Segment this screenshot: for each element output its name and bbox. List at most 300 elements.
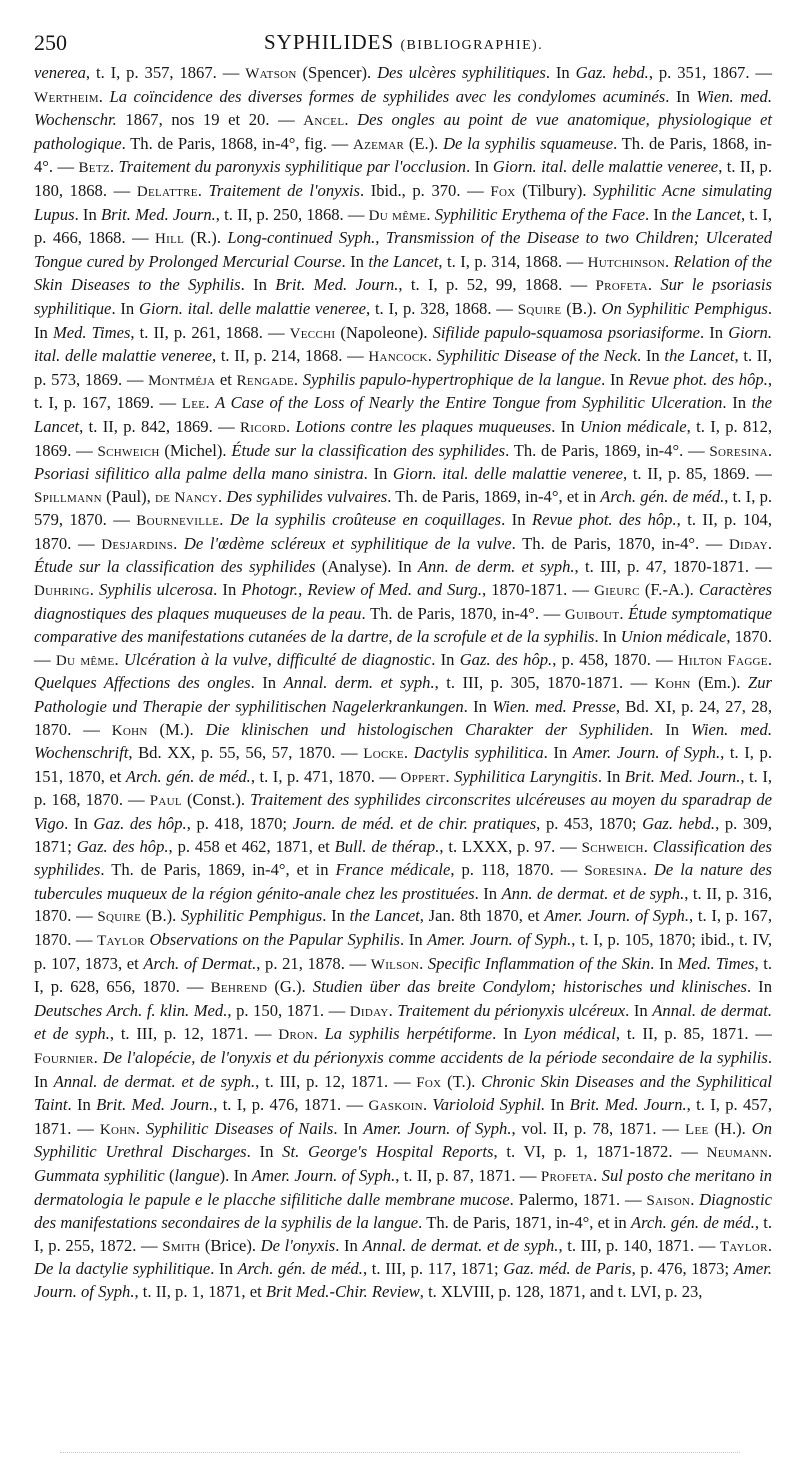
title-text: A Case of the Loss of Nearly the Entire Tongue from Syphilitic Ulceration [215, 393, 723, 413]
citation-text: , p. 150, 1871. — [227, 1000, 350, 1020]
running-title-main: SYPHILIDES [264, 30, 395, 54]
citation-text: et [215, 369, 237, 389]
title-text: Classification des syphilides [34, 836, 772, 880]
citation-text: , p. 351, 1867. — [648, 63, 772, 82]
citation-text: . In [492, 1024, 524, 1044]
citation-text: , Bd. XX, p. 55, 56, 57, 1870. — [128, 743, 364, 763]
citation-text: , 1870-1871. — [482, 580, 595, 600]
title-text: Giorn. ital. delle malattie veneree [492, 157, 719, 177]
citation-text: (Napoleone). [335, 322, 433, 342]
title-text: De la dactylie syphilitique [34, 1259, 211, 1279]
title-text: Union médicale [620, 627, 727, 647]
citation-text: , p. 458 et 462, 1871, et [168, 836, 335, 856]
title-text: De la syphilis squameuse [443, 133, 614, 153]
citation-text: . In [551, 416, 580, 436]
citation-text: . [197, 180, 209, 200]
citation-text: , t. II, p. 261, 1868. — [130, 322, 290, 342]
citation-text: , t. I, p. 167, 1869. — [34, 369, 772, 413]
title-text: langue [174, 1165, 220, 1185]
citation-text: , t. I, p. 476, 1871. — [213, 1095, 369, 1115]
title-text: Gaz. des hôp. [76, 836, 169, 856]
title-text: venerea [34, 63, 86, 82]
citation-text: . [403, 743, 414, 763]
citation-text: . [98, 86, 110, 106]
title-text: Die klinischen und histologischen Charakter der Syphiliden [205, 719, 650, 739]
citation-text: . In [649, 719, 691, 739]
author-name: Desjardins [101, 536, 174, 553]
title-text: the Lancet [664, 346, 735, 366]
citation-text: (Brice). [200, 1235, 261, 1255]
citation-text: . In [722, 393, 752, 413]
author-name: Taylor [719, 1238, 768, 1255]
citation-text: . Th. de Paris, 1869, in-4°, et in [387, 486, 601, 506]
citation-text: . In [333, 1118, 364, 1138]
author-name: Squire [97, 909, 142, 926]
citation-text: . Th. de Paris, 1870, in-4°. — [361, 603, 565, 623]
citation-text: . [114, 649, 124, 669]
title-text: Zur Pathologie und Therapie der syphilitischen Nagelerkrankungen [34, 673, 772, 717]
title-text: the Lancet [368, 251, 439, 271]
citation-text: . [109, 157, 119, 177]
citation-text: , t. II, p. 214, 1868. — [211, 346, 369, 366]
title-text: Étude sur la classification des syphilides [231, 440, 506, 460]
citation-text: . In [322, 906, 350, 926]
title-text: Sifilide papulo-squamosa psoriasiforme [432, 322, 701, 342]
author-name: Fournier [34, 1050, 94, 1067]
title-text: Ann. de derm. et syph. [417, 557, 575, 577]
citation-text: . Th. de Paris, 1868, in-4°, fig. — [121, 133, 353, 153]
citation-text: . [219, 510, 230, 530]
citation-text: . In [246, 1142, 283, 1162]
citation-text: . [767, 649, 772, 669]
author-name: Du même [368, 207, 427, 224]
author-name: Delattre [136, 183, 198, 200]
title-text: the Lancet [34, 393, 772, 436]
author-name: de Nancy [155, 489, 218, 506]
author-name: Kohn [99, 1121, 136, 1138]
citation-text: (M.). [147, 719, 206, 739]
citation-text: . Th. de Paris, 1871, in-4°, et in [418, 1213, 631, 1233]
citation-text: . [426, 204, 435, 224]
author-name: Betz [78, 160, 110, 177]
citation-text: . [767, 440, 772, 460]
title-text: Gaz. des hôp. [93, 814, 187, 833]
citation-text: (Const.). [181, 790, 251, 810]
citation-text: , t. I, p. 105, 1870; ibid., t. IV, p. 107, 1873, et [34, 929, 772, 973]
title-text: Med. Times [677, 953, 755, 973]
citation-text: . [173, 533, 184, 553]
citation-text: . [643, 836, 653, 856]
citation-text: (Em.). [690, 673, 748, 693]
citation-text: . Ibid., p. 370. — [359, 180, 491, 200]
citation-text: . In [601, 369, 629, 389]
title-text: the Lancet [349, 906, 420, 926]
title-text: Lyon médical [523, 1024, 616, 1044]
citation-text: , Bd. XI, p. 24, 27, 28, 1870. — [34, 697, 772, 739]
citation-text: , p. 453, 1870; [536, 814, 643, 833]
author-name: Fox [490, 183, 516, 200]
author-name: Du même [55, 652, 115, 669]
citation-text: , t. I, p. 52, 99, 1868. — [398, 275, 596, 295]
author-name: Soresina [709, 443, 768, 460]
citation-text: , t. I, p. 168, 1870. — [34, 766, 772, 810]
title-text: Giorn. ital. delle malattie veneree [34, 322, 772, 366]
author-name: Duhring [34, 583, 90, 600]
citation-text: . In [34, 1047, 772, 1091]
citation-text: . In [474, 883, 502, 903]
citation-text: . [217, 486, 227, 506]
title-text: Revue phot. des hôp. [628, 369, 768, 389]
citation-text: , t. II, p. 1, 1871, et [134, 1281, 266, 1301]
title-text: Varioloid Syphil. [432, 1095, 546, 1115]
title-text: Syphilis papulo-hypertrophique de la langue [302, 369, 602, 389]
title-text: On Syphilitic Urethral Discharges [34, 1118, 773, 1162]
citation-text: (B.). [141, 906, 182, 926]
citation-text: . In [746, 977, 772, 997]
page-number: 250 [34, 30, 67, 55]
citation-text: , t. I, p. 471, 1870. — [250, 766, 401, 786]
title-text: Giorn. ital. delle malattie veneree [392, 464, 624, 484]
citation-text: (F.-A.). [639, 580, 699, 600]
title-text: Diagnostic des manifestations secondaires de la syphilis de la langue [34, 1189, 772, 1233]
title-text: Annal. de dermat. et de syph. [362, 1235, 559, 1255]
title-text: Photogr., Review of Med. and Surg. [241, 580, 482, 600]
author-name: Gieurc [594, 583, 640, 600]
citation-text: . [293, 369, 303, 389]
author-name: Watson [245, 66, 297, 82]
author-name: Diday [349, 1003, 389, 1020]
title-text: Psoriasi sifilitico alla palme della mano sinistra [34, 464, 364, 484]
title-text: Amer. Journ. of Syph. [427, 929, 572, 949]
citation-text: , 1870. — [34, 627, 772, 669]
title-text: Gaz. méd. de Paris [503, 1259, 632, 1279]
author-name: Smith [162, 1238, 201, 1255]
author-name: Lee [181, 396, 206, 413]
citation-text: , Jan. 8th 1870, et [419, 906, 545, 926]
title-text: Annal. de dermat. et de syph. [34, 1000, 773, 1044]
citation-text: . [690, 1189, 700, 1209]
author-name: Spillmann [34, 489, 102, 506]
title-text: Annal. de dermat. et de syph. [53, 1071, 256, 1091]
title-text: Traitement des syphilides circonscrites ulcéreuses au moyen du sparadrap de Vigo [34, 790, 772, 833]
citation-text: . [286, 416, 296, 436]
citation-text: . In [501, 510, 532, 530]
citation-text: . [445, 766, 455, 786]
author-name: Soresina [584, 863, 643, 880]
citation-text: , t. I, p. 328, 1868. — [365, 298, 518, 318]
author-name: Oppert [400, 769, 446, 786]
citation-text: . In [67, 1095, 97, 1115]
author-name: Vecchi [289, 325, 336, 342]
citation-text: . [593, 1165, 602, 1185]
author-name: Kohn [111, 722, 148, 739]
citation-text: , t. II, p. 250, 1868. — [215, 204, 369, 224]
title-text: St. George's Hospital Reports [282, 1142, 494, 1162]
title-text: Lotions contre les plaques muqueuses [295, 416, 552, 436]
citation-text: . In [341, 251, 369, 271]
citation-text: , t. II, p. 85, 1869. — [623, 464, 772, 484]
citation-text: . [665, 251, 674, 271]
citation-text: 1867, nos 19 et 20. — [116, 110, 304, 130]
citation-text: . [344, 110, 358, 130]
citation-text: (R.). [184, 228, 228, 248]
title-text: Chronic Skin Diseases and the Syphilitical Taint [34, 1071, 772, 1115]
author-name: Azemar [352, 136, 405, 153]
citation-text: (Spencer). [296, 63, 378, 82]
title-text: Union médicale [579, 416, 687, 436]
title-text: Syphilitic Pemphigus [181, 906, 323, 926]
citation-text: . [767, 1142, 772, 1162]
citation-text: , t. III, p. 305, 1870-1871. — [434, 673, 655, 693]
title-text: Annal. derm. et syph. [283, 673, 435, 693]
citation-text: . In [645, 204, 672, 224]
title-text: De l'onyxis [260, 1235, 336, 1255]
author-name: Ricord [240, 419, 287, 436]
title-text: De la nature des tubercules muqueux de la région génito-anale chez les prostituées [34, 860, 772, 903]
citation-text: . In [636, 346, 665, 366]
citation-text: . [89, 580, 99, 600]
citation-text: . [135, 1118, 146, 1138]
citation-text: (Paul), [101, 486, 156, 506]
citation-text: . In [240, 275, 276, 295]
citation-text: . In [545, 63, 576, 82]
citation-text: , p. 309, 1871; [34, 814, 772, 856]
title-text: Des ongles au point de vue anatomique, physiologique et pathologique [34, 110, 772, 153]
citation-text: , t. II, p. 180, 1868. — [34, 157, 772, 200]
citation-text: . [427, 346, 437, 366]
title-text: Gummata syphilitic [34, 1165, 165, 1185]
citation-text: , t. II, p. 87, 1871. — [395, 1165, 541, 1185]
title-text: Caractères diagnostiques des plaques muqueuses de la peau [34, 580, 773, 623]
title-text: Traitement de l'onyxis [208, 180, 360, 200]
author-name: Saison [646, 1192, 691, 1209]
title-text: La coïncidence des diverses formes de syphilides avec les condylomes acuminés [109, 86, 666, 106]
citation-text: . In [665, 86, 697, 106]
title-text: Amer. Journ. of Syph. [544, 906, 690, 926]
citation-text: (Tilbury). [515, 180, 594, 200]
author-name: Gaskoin [368, 1098, 423, 1115]
citation-text: , p. 21, 1878. — [256, 953, 371, 973]
citation-text: , t. I, p. 579, 1870. — [34, 486, 773, 530]
title-text: De l'alopécie, de l'onyxis et du périonyxis comme accidents de la période secondaire de la syphilis [102, 1047, 768, 1067]
author-name: Hancock [368, 349, 428, 366]
title-text: Arch. gén. de méd. [600, 486, 725, 506]
citation-text: . [767, 533, 773, 553]
title-text: Syphilitic Erythema of the Face [434, 204, 645, 224]
author-name: Bourneville [136, 513, 220, 530]
citation-text: , t. I, p. 466, 1868. — [34, 204, 772, 248]
citation-text: (E.). [404, 133, 444, 153]
citation-text: . [388, 1000, 398, 1020]
citation-text: , t. II, p. 85, 1871. — [615, 1024, 772, 1044]
title-text: Des ulcères syphilitiques [377, 63, 546, 82]
title-text: Syphilitic Disease of the Neck [436, 346, 637, 366]
author-name: Wertheim [34, 89, 99, 106]
title-text: Amer. Journ. of Syph. [251, 1165, 396, 1185]
footer-rule [60, 1452, 740, 1453]
author-name: Squire [517, 301, 562, 318]
title-text: Brit. Med. Journ. [100, 204, 216, 224]
citation-text: , t. III, p. 12, 1871. — [255, 1071, 417, 1091]
title-text: Brit. Med. Journ. [275, 275, 399, 295]
citation-text: . In [64, 814, 94, 833]
title-text: Deutsches Arch. f. klin. Med. [34, 1000, 228, 1020]
running-title [264, 30, 543, 55]
citation-text: . In [34, 298, 772, 342]
citation-text: , t. II, p. 573, 1869. — [34, 346, 772, 389]
title-text: Revue phot. des hôp. [531, 510, 677, 530]
citation-text: . In [597, 766, 625, 786]
title-text: Étude sur la classification des syphilides [34, 557, 316, 577]
citation-text: ). In [219, 1165, 252, 1185]
citation-text: , t. VI, p. 1, 1871-1872. — [493, 1142, 707, 1162]
citation-text: , p. 458, 1870. — [552, 649, 678, 669]
citation-text: , t. II, p. 316, 1870. — [34, 883, 772, 926]
title-text: Brit Med.-Chir. Review [265, 1281, 420, 1301]
citation-text: . In [625, 1000, 653, 1020]
citation-text: . In [250, 673, 284, 693]
title-text: Étude symptomatique comparative des manifestations cutanées de la dartre, de la scrofule et de la syphilis [34, 603, 772, 647]
citation-text: , t. LXXX, p. 97. — [439, 836, 582, 856]
citation-text: . In [400, 929, 428, 949]
title-text: On Syphilitic Pemphigus [601, 298, 768, 318]
author-name: Schweich [97, 443, 160, 460]
citation-text: , p. 476, 1873; [631, 1259, 734, 1279]
title-text: Syphilis ulcerosa [98, 580, 214, 600]
citation-text: , t. I, p. 457, 1871. — [34, 1095, 772, 1138]
citation-text: . In [213, 580, 242, 600]
author-name: Behrend [210, 980, 268, 997]
author-name: Lee [684, 1121, 709, 1138]
citation-text: . In [363, 464, 393, 484]
title-text: Specific Inflammation of the Skin [427, 953, 651, 973]
title-text: Gaz. des hôp. [459, 649, 553, 669]
citation-text: . In [594, 627, 621, 647]
citation-text: . [313, 1024, 325, 1044]
citation-text: (H.). [708, 1118, 752, 1138]
title-text: Giorn. ital. delle malattie veneree [139, 298, 366, 318]
title-text: Brit. Med. Journ. [569, 1095, 687, 1115]
citation-text: . In [335, 1235, 363, 1255]
citation-text: . [93, 1047, 103, 1067]
citation-text: . [767, 1235, 772, 1255]
title-text: Gaz. hebd. [575, 63, 649, 82]
title-text: Syphilitic Acne simulating Lupus [34, 180, 773, 224]
author-name: Wilson [370, 956, 420, 973]
title-text: Studien über das breite Condylom; historisches und klinisches [312, 977, 747, 997]
author-name: Ancel [303, 113, 345, 130]
citation-text: , t. I, p. 151, 1870, et [34, 743, 772, 786]
citation-text: . In [463, 697, 493, 717]
citation-text: , t. II, p. 842, 1869. — [79, 416, 240, 436]
title-text: Syphilitica Laryngitis [454, 766, 598, 786]
running-title-section: (BIBLIOGRAPHIE). [400, 38, 543, 53]
title-text: Amer. Journ. of Syph. [363, 1118, 512, 1138]
title-text: the Lancet [671, 204, 741, 224]
citation-text: (Analyse). In [315, 557, 418, 577]
citation-text: . Th. de Paris, 1869, in-4°, et in [100, 860, 336, 880]
bibliography-paragraph [34, 62, 772, 1303]
title-text: Long-continued Syph., Transmission of the Disease to two Children; Ulcerated Tongue cured by Prolonged Mercurial Course [34, 228, 772, 271]
citation-text: In [545, 1095, 570, 1115]
citation-text: . In [210, 1259, 238, 1279]
citation-text: . In [466, 157, 493, 177]
author-name: Kohn [654, 676, 691, 693]
citation-text: , p. 418, 1870; [186, 814, 293, 833]
author-name: Schweich [581, 839, 644, 856]
title-text: Des syphilides vulvaires [226, 486, 388, 506]
author-name: Diday [729, 536, 768, 553]
citation-text: . In [700, 322, 729, 342]
title-text: Arch. of Dermat. [143, 953, 257, 973]
citation-text: , p. 118, 1870. — [450, 860, 585, 880]
title-text: Amer. Journ. of Syph. [572, 743, 721, 763]
title-text: De l'œdème scléreux et syphilitique de la vulve [183, 533, 512, 553]
citation-text: . Palermo, 1871. — [509, 1189, 647, 1209]
citation-text: . In [111, 298, 140, 318]
citation-text: (B.). [561, 298, 602, 318]
citation-text: . Th. de Paris, 1868, in-4°. — [34, 133, 772, 177]
citation-text: , t. III, p. 140, 1871. — [558, 1235, 720, 1255]
citation-text: (T.). [441, 1071, 482, 1091]
citation-text: , t. I, p. 314, 1868. — [438, 251, 588, 271]
author-name: Neumann [706, 1145, 768, 1162]
title-text: Sul posto che meritano in dermatologia le papule e le placche sifilitiche dalle membrane mucose [34, 1165, 773, 1209]
title-text: Amer. Journ. of Syph. [34, 1259, 772, 1301]
author-name: Dron [278, 1027, 314, 1044]
title-text: Wien. med. Wochenschr. [34, 86, 772, 130]
citation-text: . [422, 1095, 433, 1115]
citation-text: . Th. de Paris, 1869, in-4°. — [505, 440, 710, 460]
title-text: Quelques Affections des ongles [34, 673, 251, 693]
title-text: De la syphilis croûteuse en coquillages [229, 510, 502, 530]
title-text: Arch. gén. de méd. [630, 1213, 755, 1233]
title-text: Ann. de dermat. et de syph. [501, 883, 685, 903]
citation-text: , t. III, p. 117, 1871; [362, 1259, 504, 1279]
author-name: Taylor [97, 932, 145, 949]
citation-text: . [205, 393, 216, 413]
title-text: Relation of the Skin Diseases to the Syphilis [34, 251, 773, 295]
citation-text: (Michel). [159, 440, 232, 460]
title-text: France médicale [335, 860, 451, 880]
author-name: Profeta [595, 278, 648, 295]
title-text: Brit. Med. Journ. [96, 1095, 214, 1115]
citation-text: . [647, 275, 661, 295]
citation-text: , t. III, p. 12, 1871. — [109, 1024, 279, 1044]
author-name: Montméja [148, 372, 216, 389]
author-name: Locke [363, 746, 404, 763]
title-text: Wien. med. Wochenschrift [34, 719, 772, 763]
title-text: Observations on the Papular Syphilis [149, 929, 401, 949]
title-text: Traitement du paronyxis syphilitique par l'occlusion [118, 157, 467, 177]
title-text: Arch. gén. de méd. [237, 1259, 363, 1279]
title-text: Med. Times [52, 322, 131, 342]
author-name: Hill [155, 231, 185, 248]
citation-text: , t. I, p. 255, 1872. — [34, 1213, 772, 1255]
citation-text: . In [431, 649, 460, 669]
title-text: Journ. de méd. et de chir. pratiques [292, 814, 537, 833]
citation-text: . In [543, 743, 573, 763]
citation-text: , t. I, p. 167, 1870. — [34, 906, 773, 949]
citation-text: (G.). [267, 977, 313, 997]
citation-text: ( [164, 1165, 175, 1185]
author-name: Rengade [236, 372, 294, 389]
citation-text: , t. I, p. 628, 656, 1870. — [34, 953, 773, 997]
author-name: Profeta [540, 1168, 594, 1185]
page-header [34, 26, 772, 62]
title-text: La syphilis herpétiforme [324, 1024, 493, 1044]
citation-text: . Th. de Paris, 1870, in-4°. — [511, 533, 730, 553]
